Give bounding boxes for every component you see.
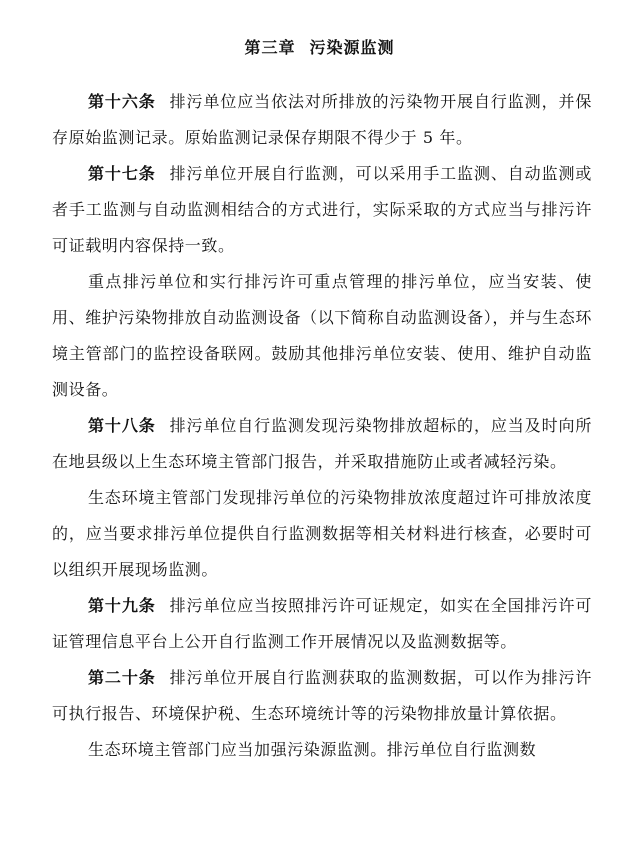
paragraph-text: 排污单位应当按照排污许可证规定，如实在全国排污许可证管理信息平台上公开自行监测工作开展情况以及监测数据等。	[52, 596, 592, 651]
chapter-number: 第三章	[244, 38, 296, 57]
paragraph-text: 排污单位开展自行监测获取的监测数据，可以作为排污许可执行报告、环境保护税、生态环境统计等的污染物排放量计算依据。	[52, 668, 592, 723]
paragraph-text: 排污单位应当依法对所排放的污染物开展自行监测，并保存原始监测记录。原始监测记录保存期限不得少于 5 年。	[52, 92, 592, 147]
article-number: 第十八条	[88, 416, 156, 435]
chapter-name: 污染源监测	[309, 38, 395, 57]
paragraph-article-18	[52, 408, 592, 480]
chapter-title	[0, 36, 639, 60]
paragraph-article-20-cont	[52, 732, 592, 768]
article-number: 第十七条	[88, 164, 156, 183]
article-number: 第二十条	[88, 668, 156, 687]
paragraph-text: 生态环境主管部门发现排污单位的污染物排放浓度超过许可排放浓度的，应当要求排污单位提供自行监测数据等相关材料进行核查，必要时可以组织开展现场监测。	[52, 488, 592, 579]
paragraph-article-18-cont	[52, 480, 592, 588]
paragraph-text: 重点排污单位和实行排污许可重点管理的排污单位，应当安装、使用、维护污染物排放自动监测设备（以下简称自动监测设备），并与生态环境主管部门的监控设备联网。鼓励其他排污单位安装、使用、维护自动监测设备。	[52, 272, 592, 399]
paragraph-article-17-cont	[52, 264, 592, 408]
paragraph-article-19	[52, 588, 592, 660]
paragraph-article-17	[52, 156, 592, 264]
paragraph-text: 排污单位开展自行监测，可以采用手工监测、自动监测或者手工监测与自动监测相结合的方式进行，实际采取的方式应当与排污许可证载明内容保持一致。	[52, 164, 592, 255]
article-number: 第十九条	[88, 596, 156, 615]
paragraph-article-16	[52, 84, 592, 156]
paragraph-article-20	[52, 660, 592, 732]
paragraph-text: 排污单位自行监测发现污染物排放超标的，应当及时向所在地县级以上生态环境主管部门报告，并采取措施防止或者减轻污染。	[52, 416, 592, 471]
paragraph-text: 生态环境主管部门应当加强污染源监测。排污单位自行监测数	[88, 740, 537, 759]
document-body	[52, 84, 592, 768]
article-number: 第十六条	[88, 92, 156, 111]
